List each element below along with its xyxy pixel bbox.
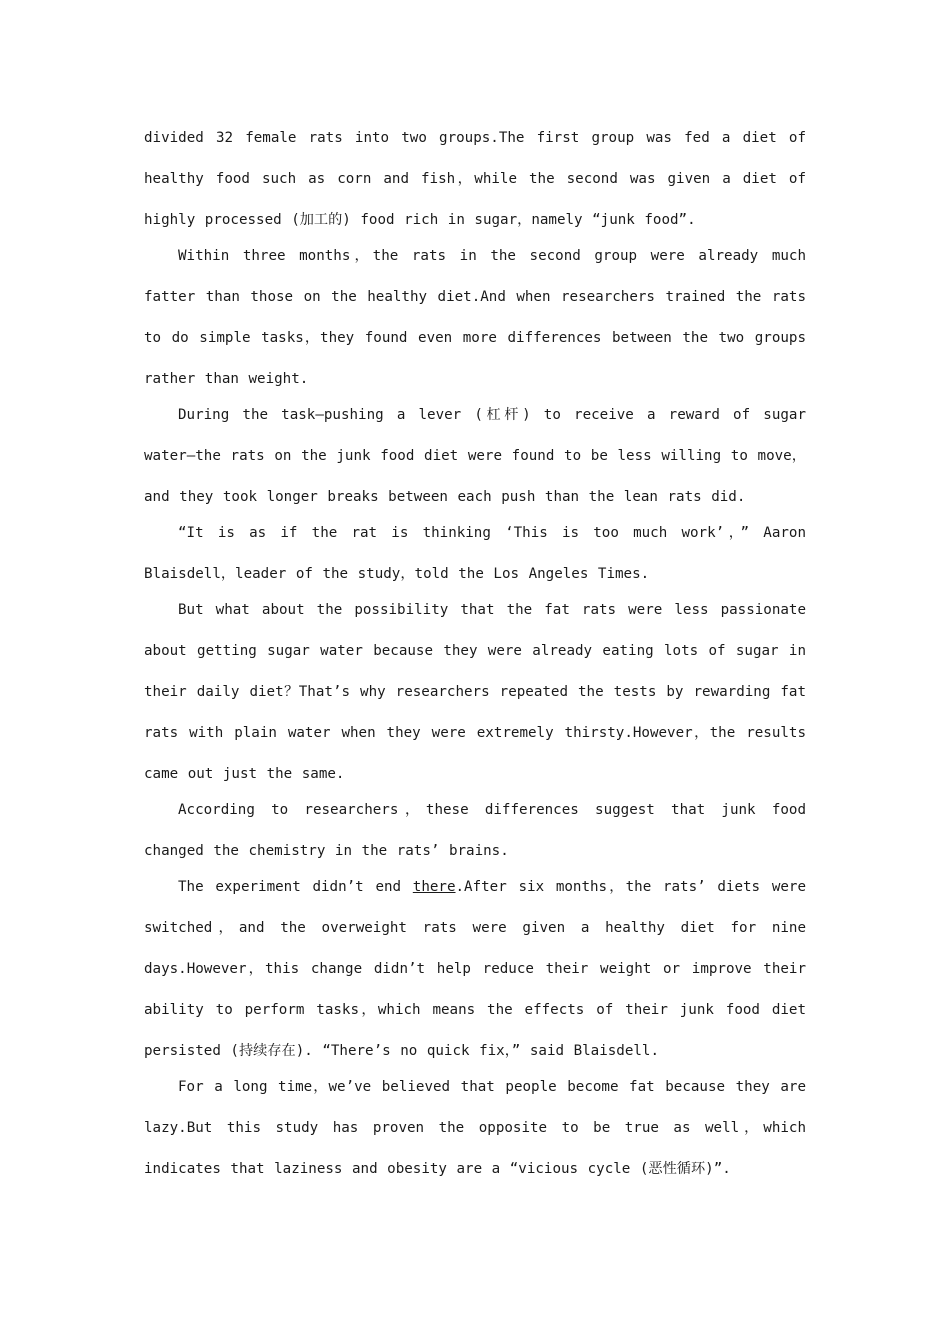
paragraph-1: divided 32 female rats into two groups.The first group was fed a diet of healthy food such as corn and fish，while the second was given a diet of highly processed (加工的) food rich in sugar，namely “junk food”. (144, 130, 806, 228)
paragraph-7 (144, 867, 806, 1072)
paragraph-7-after: .After six months，the rats’ diets were switched，and the overweight rats were given a healthy diet for nine days.However，this change didn’t help reduce their weight or improve their ability to perform tasks，which means the effects of their junk food diet persisted (持续存在). “There’s no quick fix，” said Blaisdell. (144, 879, 806, 1059)
paragraph-5: But what about the possibility that the fat rats were less passionate about getting sugar water because they were already eating lots of sugar in their daily diet？That’s why researchers repeated the tests by rewarding fat rats with plain water when they were extremely thirsty.However，the results came out just the same. (144, 602, 806, 782)
paragraph-4: “It is as if the rat is thinking ‘This is too much work’，” Aaron Blaisdell，leader of the study，told the Los Angeles Times. (144, 525, 806, 582)
paragraph-8: For a long time，we’ve believed that people become fat because they are lazy.But this study has proven the opposite to be true as well，which indicates that laziness and obesity are a “vicious cycle (恶性循环)”. (144, 1079, 806, 1177)
document-page (144, 118, 806, 1185)
paragraph-2: Within three months，the rats in the second group were already much fatter than those on the healthy diet.And when researchers trained the rats to do simple tasks，they found even more differences between the two groups rather than weight. (144, 248, 806, 387)
underlined-word-there: there (412, 879, 456, 895)
paragraph-7-before: The experiment didn’t end (178, 879, 413, 895)
paragraph-6: According to researchers，these differences suggest that junk food changed the chemistry in the rats’ brains. (144, 802, 806, 859)
paragraph-3: During the task—pushing a lever (杠杆) to receive a reward of sugar water—the rats on the junk food diet were found to be less willing to move，and they took longer breaks between each push than the lean rats did. (144, 407, 806, 505)
